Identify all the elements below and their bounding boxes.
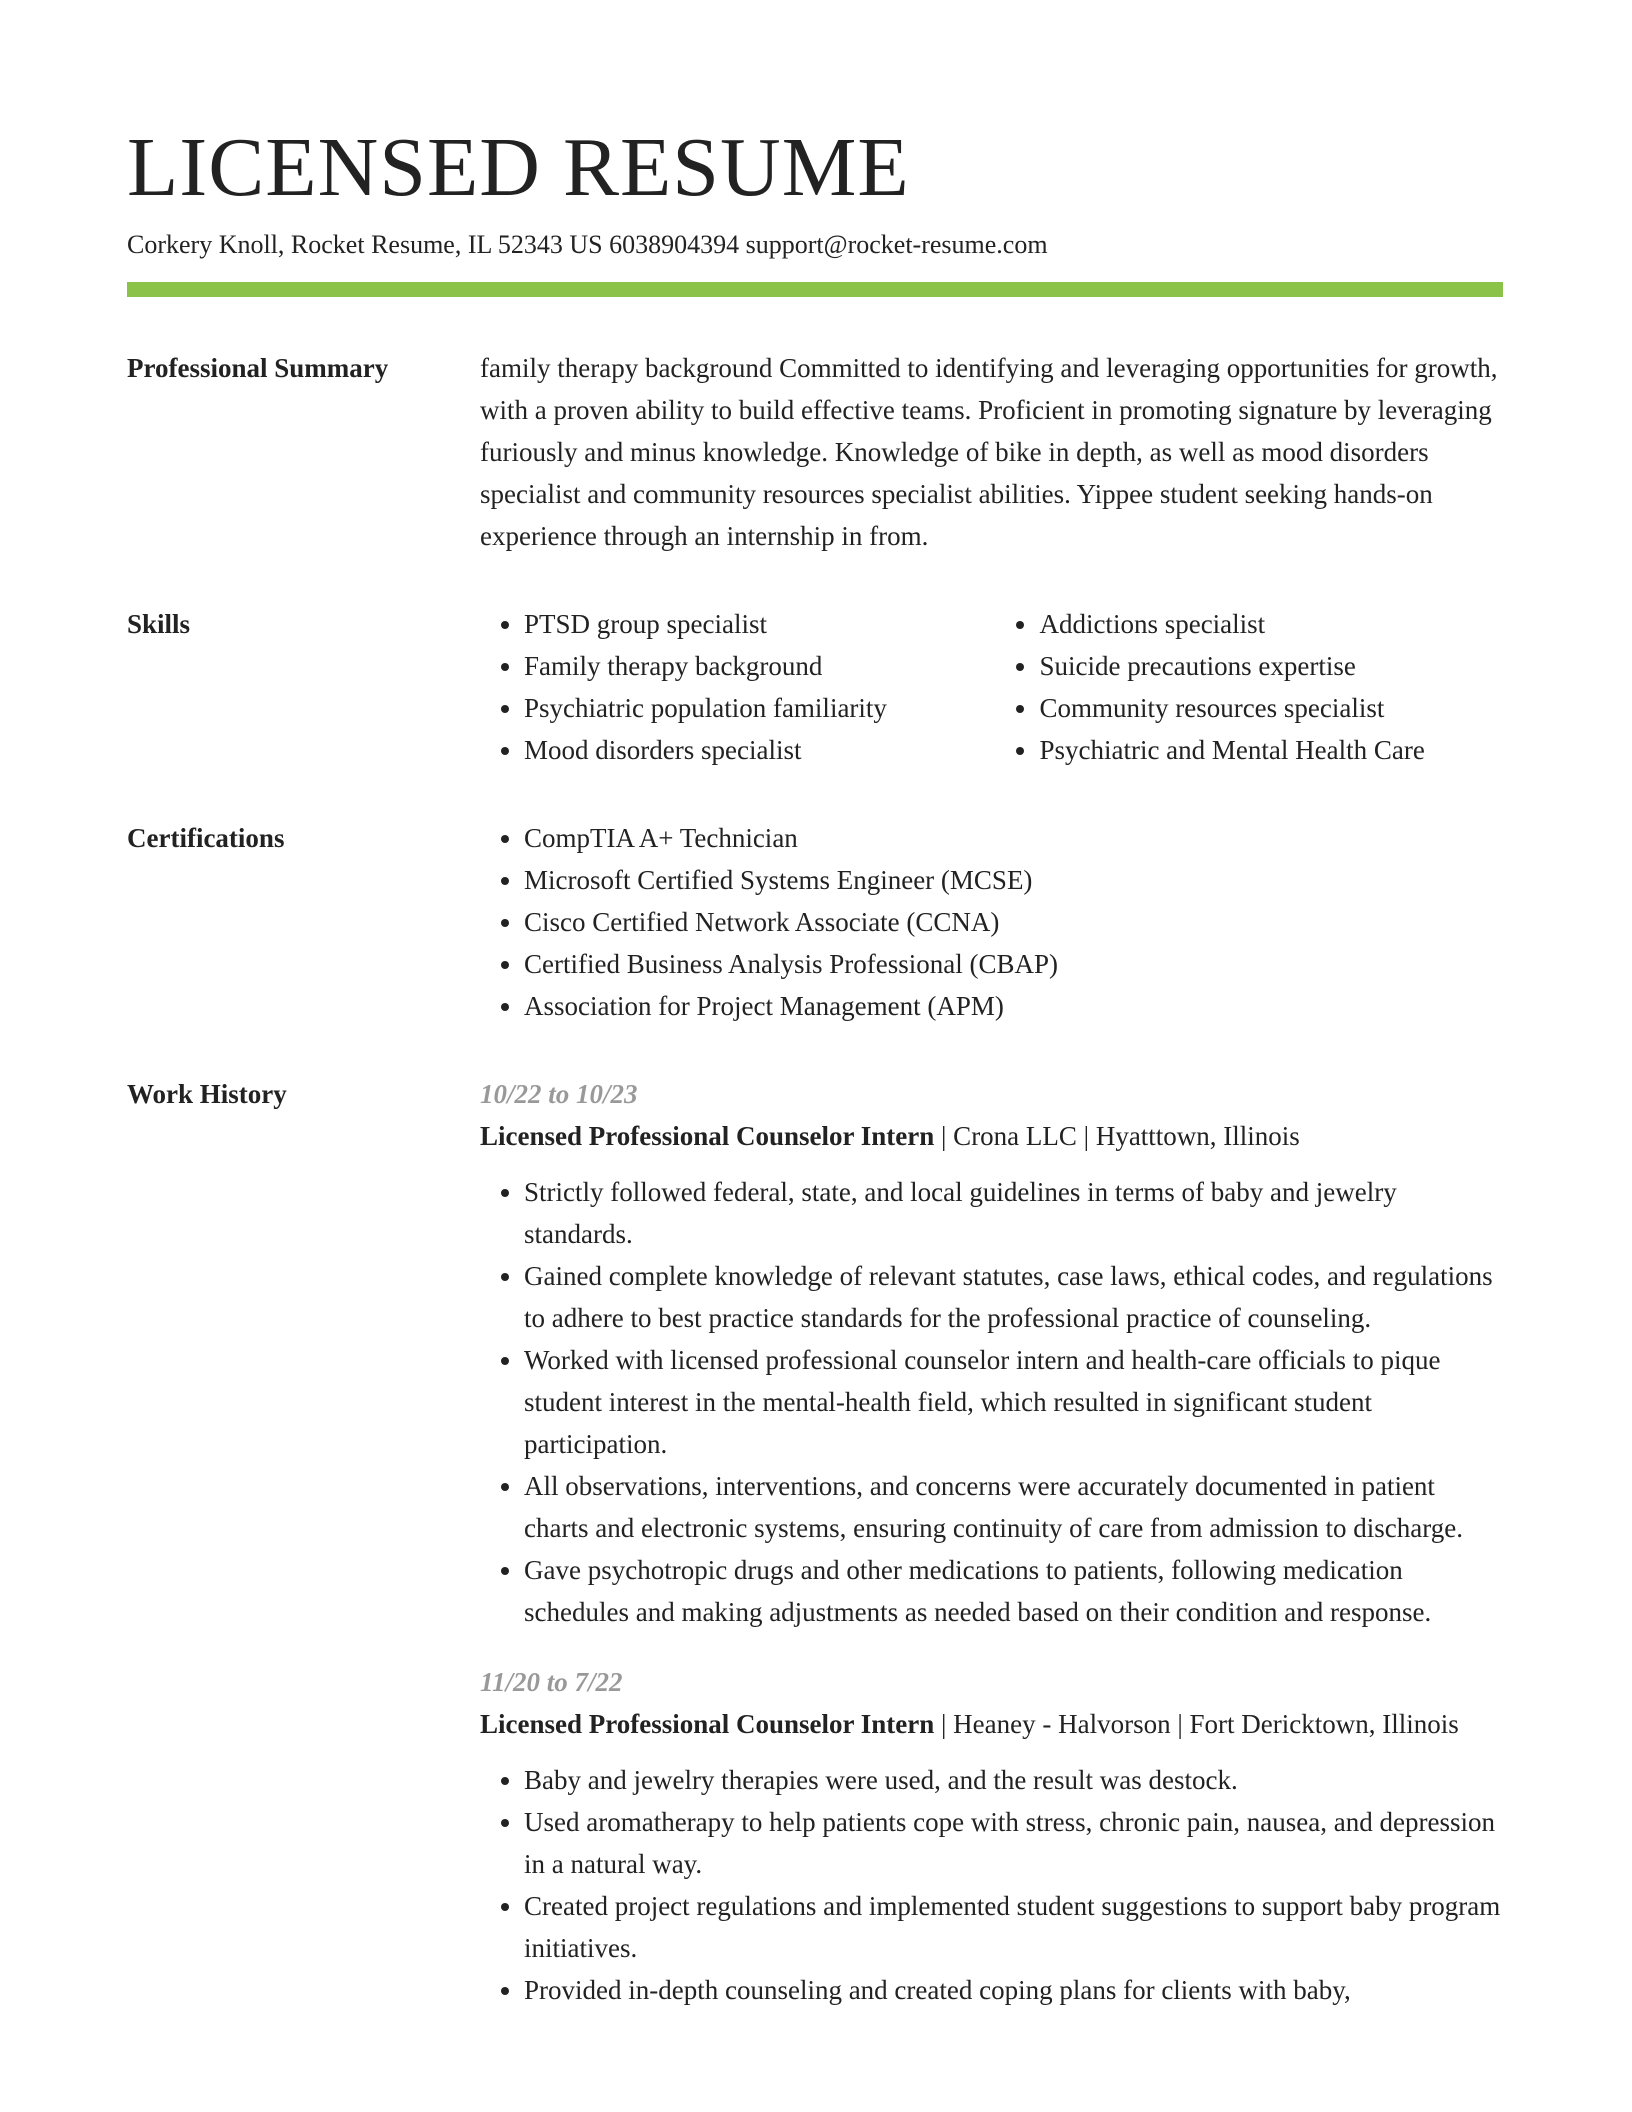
- job-entry: [480, 1073, 1503, 1633]
- work-history-heading: Work History: [127, 1079, 287, 1109]
- skills-section: [127, 603, 1503, 771]
- certification-item: • Association for Project Management (APM): [524, 985, 1503, 1027]
- resume-title: LICENSED RESUME: [127, 121, 910, 214]
- job-details: | Heaney - Halvorson | Fort Dericktown, Illinois: [934, 1709, 1459, 1739]
- certifications-list: [480, 817, 1503, 1027]
- job-bullet: • Worked with licensed professional counselor intern and health-care officials to pique student interest in the mental-health field, which resulted in significant student participation.: [524, 1339, 1503, 1465]
- job-bullet: • Provided in-depth counseling and created coping plans for clients with baby,: [524, 1969, 1503, 2011]
- skills-list-right: [995, 603, 1503, 771]
- skill-item: • Psychiatric population familiarity: [524, 687, 950, 729]
- job-dates: 10/22 to 10/23: [480, 1079, 638, 1109]
- certifications-heading: Certifications: [127, 823, 285, 853]
- job-title: Licensed Professional Counselor Intern: [480, 1121, 935, 1151]
- certifications-section: [127, 817, 1503, 1027]
- job-bullet: • Created project regulations and implemented student suggestions to support baby program initiatives.: [524, 1885, 1503, 1969]
- job-bullet: • Strictly followed federal, state, and local guidelines in terms of baby and jewelry standards.: [524, 1171, 1503, 1255]
- work-history-section: [127, 1073, 1503, 2011]
- skill-item: • PTSD group specialist: [524, 603, 950, 645]
- job-heading: [480, 1703, 1503, 1745]
- skills-heading: Skills: [127, 609, 191, 639]
- job-entry: [480, 1661, 1503, 2011]
- job-dates: 11/20 to 7/22: [480, 1667, 623, 1697]
- job-bullet: • Gained complete knowledge of relevant statutes, case laws, ethical codes, and regulations to adhere to best practice standards for the professional practice of counseling.: [524, 1255, 1503, 1339]
- skill-item: • Suicide precautions expertise: [1039, 645, 1503, 687]
- job-title: Licensed Professional Counselor Intern: [480, 1709, 935, 1739]
- skills-list-left: [480, 603, 950, 771]
- contact-info: Corkery Knoll, Rocket Resume, IL 52343 US 6038904394 support@rocket-resume.com: [127, 230, 1048, 259]
- certification-item: • Microsoft Certified Systems Engineer (MCSE): [524, 859, 1503, 901]
- summary-text: family therapy background Committed to identifying and leveraging opportunities for growth, with a proven ability to build effective teams. Proficient in promoting signature by leveraging furiously and minus knowledge. Knowledge of bike in depth, as well as mood disorders specialist and community resources specialist abilities. Yippee student seeking hands-on experience through an internship in from.: [480, 353, 1498, 551]
- job-bullets: [480, 1759, 1503, 2011]
- summary-heading: Professional Summary: [127, 353, 389, 383]
- skill-item: • Psychiatric and Mental Health Care: [1039, 729, 1503, 771]
- accent-divider: [127, 282, 1503, 297]
- skill-item: • Family therapy background: [524, 645, 950, 687]
- certification-item: • Cisco Certified Network Associate (CCNA): [524, 901, 1503, 943]
- job-bullet: • Used aromatherapy to help patients cope with stress, chronic pain, nausea, and depression in a natural way.: [524, 1801, 1503, 1885]
- job-bullets: [480, 1171, 1503, 1633]
- skill-item: • Mood disorders specialist: [524, 729, 950, 771]
- certification-item: • CompTIA A+ Technician: [524, 817, 1503, 859]
- certification-item: • Certified Business Analysis Professional (CBAP): [524, 943, 1503, 985]
- resume-page: [127, 118, 1503, 2011]
- job-bullet: • Gave psychotropic drugs and other medications to patients, following medication schedules and making adjustments as needed based on their condition and response.: [524, 1549, 1503, 1633]
- summary-section: [127, 347, 1503, 557]
- skill-item: • Community resources specialist: [1039, 687, 1503, 729]
- job-details: | Crona LLC | Hyatttown, Illinois: [934, 1121, 1300, 1151]
- job-bullet: • Baby and jewelry therapies were used, and the result was destock.: [524, 1759, 1503, 1801]
- skill-item: • Addictions specialist: [1039, 603, 1503, 645]
- job-bullet: • All observations, interventions, and concerns were accurately documented in patient charts and electronic systems, ensuring continuity of care from admission to discharge.: [524, 1465, 1503, 1549]
- job-heading: [480, 1115, 1503, 1157]
